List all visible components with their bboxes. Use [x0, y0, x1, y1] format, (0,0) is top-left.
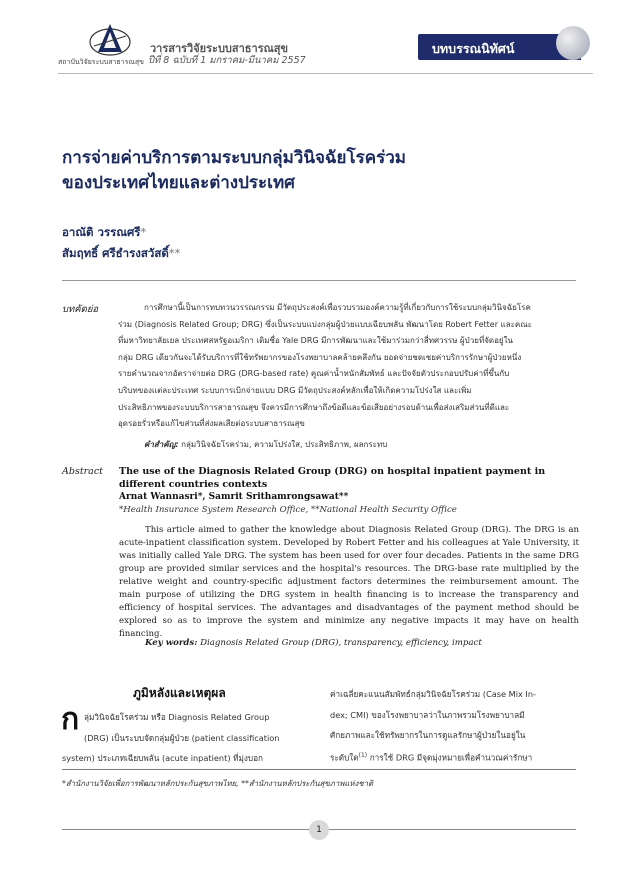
section-banner-label: บทบรรณนิทัศน์	[432, 41, 515, 56]
author-2	[62, 245, 180, 263]
thai-abstract-line: ที่มหาวิทยาลัยเยล ประเทศสหรัฐอเมริกา เดิมชื่อ Yale DRG มีการพัฒนาและใช้มาร่วมกว่าสี่ทศวรรษ ผู้ป่วยที่จัดอยู่ใน	[118, 336, 513, 346]
english-abstract-body: This article aimed to gather the knowledge about Diagnosis Related Group (DRG). The DRG is an acute-inpatient classification system. Developed by Robert Fetter and his colleagues at Yale University, it was initially called Yale DRG. The system has been used for over four decades. Patients in the same DRG group are provided similar services and the hospital's resources. The DRG-base rate multiplied by the relative weight and country-specific adjustment factors determines the reimbursement amount. The main purpose of utilizing the DRG system in health financing is to increase the transparency and efficiency of hospital services. The advantages and disadvantages of the payment method should be explored so as to improve the system and minimize any negative impacts it may have on health financing.	[119, 525, 579, 639]
article-title	[62, 146, 582, 196]
body-line: dex; CMI) ของโรงพยาบาลว่าในภาพรวมโรงพยาบาลมี	[330, 709, 525, 720]
thai-abstract-line: กลุ่ม DRG เดียวกันจะได้รับบริการที่ใช้ทรัพยากรของโรงพยาบาลคล้ายคลึงกัน ยอดจ่ายชดเชยค่าบริการรักษาผู้ป่วยหนึ่ง	[118, 352, 522, 362]
page-number: 1	[309, 820, 329, 840]
footnote-divider	[62, 769, 576, 770]
author-1	[62, 224, 146, 242]
body-text: การใช้ DRG มีจุดมุ่งหมายเพื่อคำนวณค่ารักษา	[367, 752, 533, 763]
author-2-name: สัมฤทธิ์ ศรีธำรงสวัสดิ์	[62, 246, 169, 260]
thai-keywords-label: คำสำคัญ:	[144, 440, 179, 449]
body-left-column	[62, 707, 306, 769]
body-line: (DRG) เป็นระบบจัดกลุ่มผู้ป่วย (patient classification	[84, 732, 280, 743]
english-keywords-text: Diagnosis Related Group (DRG), transparency, efficiency, impact	[200, 638, 482, 648]
thai-abstract-line: รายคำนวณจากอัตราจ่ายต่อ DRG (DRG-based rate) คูณค่าน้ำหนักสัมพัทธ์ และปัจจัยตัวประกอบปรับค่าที่ขึ้นกับ	[118, 369, 510, 379]
journal-logo	[88, 22, 132, 58]
thai-abstract-line: อุดรอยรั่วหรือแก้ไขส่วนที่ส่งผลเสียต่อระบบสาธารณสุข	[118, 419, 305, 429]
author-1-mark: *	[140, 225, 147, 239]
body-line: ศักยภาพและใช้ทรัพยากรในการดูแลรักษาผู้ป่วยในอยู่ใน	[330, 730, 526, 740]
english-abstract-label: Abstract	[62, 466, 103, 477]
thai-abstract-line: บริบทของแต่ละประเทศ ระบบการเบิกจ่ายแบบ DRG มีวัตถุประสงค์หลักเพื่อให้เกิดความโปร่งใส และเพิ่ม	[118, 385, 472, 395]
body-right-column	[330, 684, 578, 768]
english-title: The use of the Diagnosis Related Group (DRG) on hospital inpatient payment in different countries contexts	[119, 466, 546, 490]
org-name: สถาบันวิจัยระบบสาธารณสุข	[58, 58, 144, 66]
author-1-name: อาณัติ วรรณศรี	[62, 225, 141, 239]
thai-abstract-label: บทคัดย่อ	[62, 304, 99, 315]
journal-issue: ปีที่ 8 ฉบับที่ 1 มกราคม-มีนาคม 2557	[148, 55, 306, 66]
body-line: system) ประเภทเฉียบพลัน (acute inpatient) ที่มุ่งบอก	[62, 753, 263, 763]
section-heading: ภูมิหลังและเหตุผล	[133, 686, 226, 700]
author-2-mark: **	[168, 246, 181, 260]
english-authors: Arnat Wannasri*, Samrit Srithamrongsawat**	[119, 492, 349, 502]
body-line: ลุ่มวินิจฉัยโรคร่วม หรือ Diagnosis Related Group	[84, 712, 270, 722]
title-line-1: การจ่ายค่าบริการตามระบบกลุ่มวินิจฉัยโรคร่วม	[62, 148, 406, 168]
title-line-2: ของประเทศไทยและต่างประเทศ	[62, 173, 295, 193]
thai-abstract-line: ประสิทธิภาพของระบบบริการสาธารณสุข จึงควรมีการศึกษาถึงข้อดีและข้อเสียอย่างรอบด้านเพื่อส่งเสริมส่วนที่ดีและ	[118, 402, 510, 412]
english-keywords-label: Key words:	[145, 638, 198, 648]
english-affiliation: *Health Insurance System Research Office, **National Health Security Office	[119, 505, 457, 515]
body-line	[330, 746, 578, 768]
thai-abstract-line: ร่วม (Diagnosis Related Group; DRG) ซึ่งเป็นระบบแบ่งกลุ่มผู้ป่วยแบบเฉียบพลัน พัฒนาโดย Robert Fetter และคณะ	[118, 319, 532, 329]
footnote: *สำนักงานวิจัยเพื่อการพัฒนาหลักประกันสุขภาพไทย, **สำนักงานหลักประกันสุขภาพแห่งชาติ	[62, 779, 374, 788]
body-line: ค่าเฉลี่ยคะแนนสัมพัทธ์กลุ่มวินิจฉัยโรคร่วม (Case Mix In-	[330, 689, 536, 699]
english-keywords	[145, 638, 482, 648]
header-divider	[58, 73, 593, 74]
abstract-divider	[62, 280, 576, 281]
drop-cap: ก	[61, 702, 80, 737]
journal-name: วารสารวิจัยระบบสาธารณสุข	[150, 42, 289, 55]
banner-decoration-circle	[556, 26, 590, 60]
thai-keywords	[144, 438, 387, 451]
thai-abstract-body	[118, 300, 578, 433]
thai-abstract-line: การศึกษานี้เป็นการทบทวนวรรณกรรม มีวัตถุประสงค์เพื่อรวบรวมองค์ความรู้ที่เกี่ยวกับการใช้ระบบกลุ่มวินิจฉัยโรค	[144, 303, 531, 312]
body-text: ระดับใด	[330, 752, 359, 763]
thai-keywords-text: กลุ่มวินิจฉัยโรคร่วม, ความโปร่งใส, ประสิทธิภาพ, ผลกระทบ	[181, 440, 388, 449]
citation-ref: (1)	[358, 751, 368, 759]
